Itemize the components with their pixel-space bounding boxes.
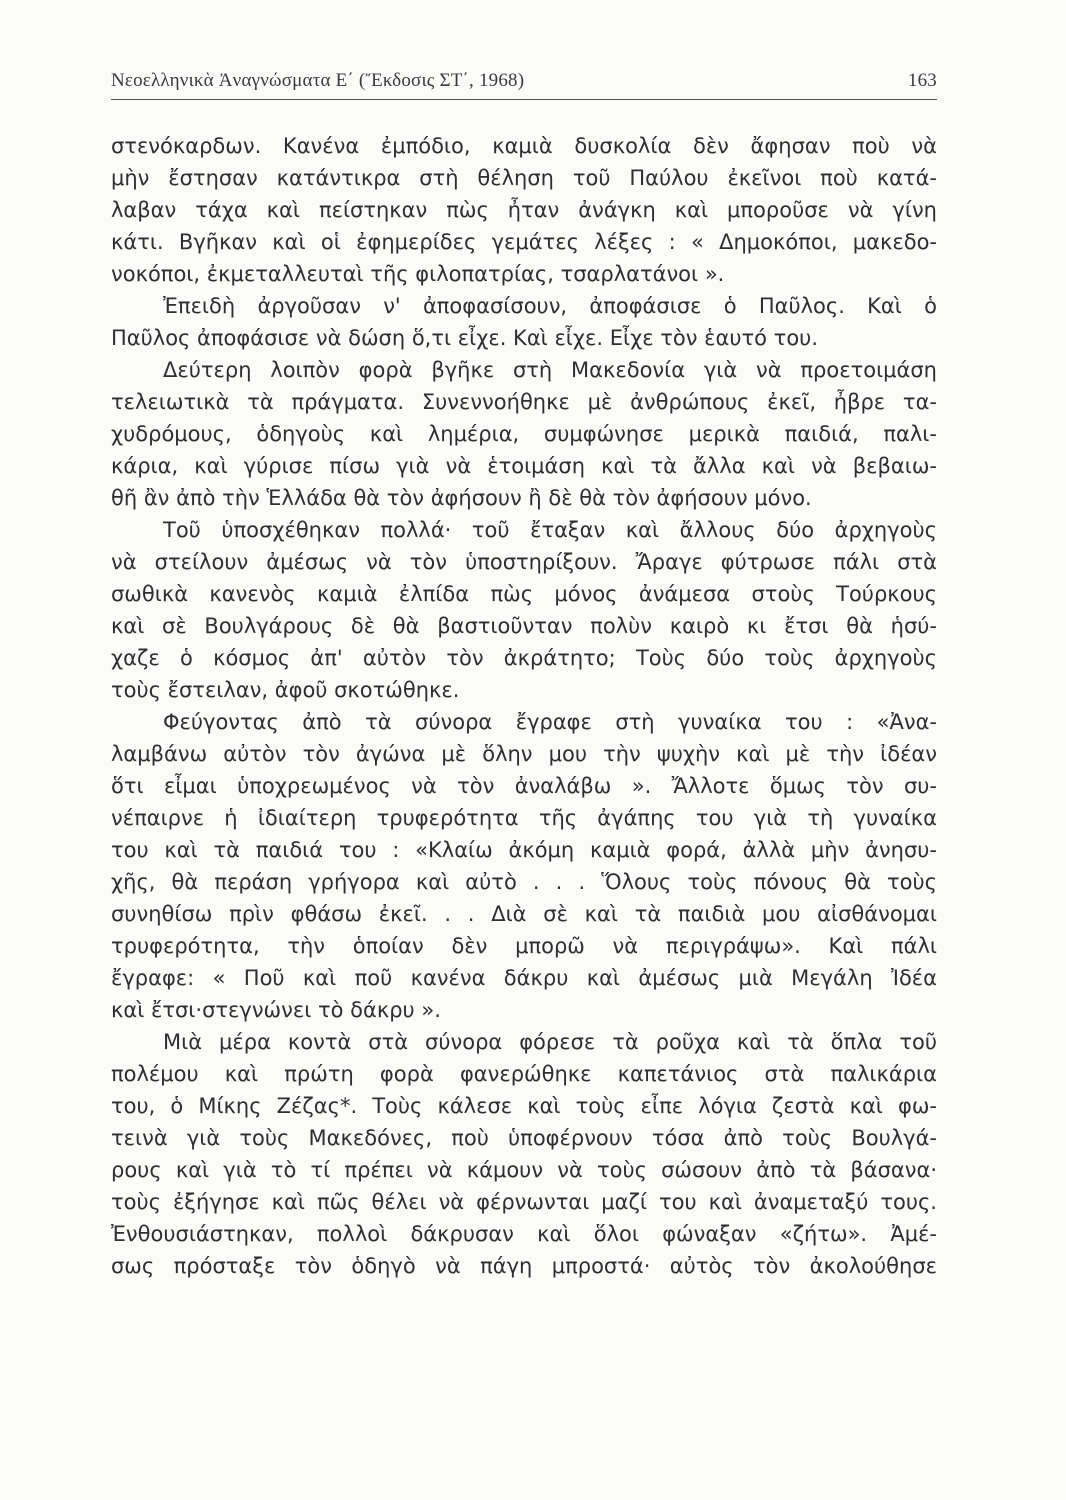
text-line: νοκόποι, ἐκμεταλλευταὶ τῆς φιλοπατρίας, τσαρλατάνοι ». (111, 262, 725, 286)
text-line: σωθικὰ κανενὸς καμιὰ ἐλπίδα πὼς μόνος ἀνάμεσα στοὺς Τούρκους (111, 582, 937, 606)
text-line: Ἐνθουσιάστηκαν, πολλοὶ δάκρυσαν καὶ ὅλοι φώναξαν «ζήτω». Ἀμέ- (111, 1222, 937, 1246)
text-line: μὴν ἔστησαν κατάντικρα στὴ θέληση τοῦ Παύλου ἐκεῖνοι ποὺ κατά- (111, 166, 937, 190)
header-rule (111, 99, 937, 100)
text-line: στενόκαρδων. Κανένα ἐμπόδιο, καμιὰ δυσκολία δὲν ἄφησαν ποὺ νὰ (111, 134, 937, 158)
text-line: λαμβάνω αὐτὸν τὸν ἀγώνα μὲ ὅλην μου τὴν ψυχὴν καὶ μὲ τὴν ἰδέαν (111, 742, 937, 766)
text-line: Τοῦ ὑποσχέθηκαν πολλά· τοῦ ἔταξαν καὶ ἄλλους δύο ἀρχηγοὺς (163, 518, 937, 542)
text-line: κάρια, καὶ γύρισε πίσω γιὰ νὰ ἑτοιμάση καὶ τὰ ἄλλα καὶ νὰ βεβαιω- (111, 454, 937, 478)
text-line: ἔγραφε: « Ποῦ καὶ ποῦ κανένα δάκρυ καὶ ἀμέσως μιὰ Μεγάλη Ἰδέα (111, 966, 937, 990)
text-line: νέπαιρνε ἡ ἰδιαίτερη τρυφερότητα τῆς ἀγάπης του γιὰ τὴ γυναίκα (111, 806, 937, 830)
text-line: τοὺς ἔστειλαν, ἀφοῦ σκοτώθηκε. (111, 678, 460, 702)
text-line: ὅτι εἶμαι ὑποχρεωμένος νὰ τὸν ἀναλάβω ». Ἄλλοτε ὅμως τὸν συ- (111, 774, 937, 798)
text-line: τρυφερότητα, τὴν ὁποίαν δὲν μπορῶ νὰ περιγράψω». Καὶ πάλι (111, 934, 937, 958)
body-text (111, 130, 937, 1282)
text-line: τοὺς ἐξήγησε καὶ πῶς θέλει νὰ φέρνωνται μαζί του καὶ ἀναμεταξύ τους. (111, 1190, 937, 1214)
text-line: Φεύγοντας ἀπὸ τὰ σύνορα ἔγραφε στὴ γυναίκα του : «Ἀνα- (163, 710, 937, 734)
text-line: χαζε ὁ κόσμος ἀπ' αὐτὸν τὸν ἀκράτητο; Τοὺς δύο τοὺς ἀρχηγοὺς (111, 646, 937, 670)
running-header (111, 70, 937, 100)
text-line: Παῦλος ἀποφάσισε νὰ δώση ὅ,τι εἶχε. Καὶ εἶχε. Εἶχε τὸν ἑαυτό του. (111, 326, 818, 350)
text-line: Μιὰ μέρα κοντὰ στὰ σύνορα φόρεσε τὰ ροῦχα καὶ τὰ ὅπλα τοῦ (163, 1030, 937, 1054)
text-line: Δεύτερη λοιπὸν φορὰ βγῆκε στὴ Μακεδονία γιὰ νὰ προετοιμάση (163, 358, 937, 382)
text-line: συνηθίσω πρὶν φθάσω ἐκεῖ. . . Διὰ σὲ καὶ τὰ παιδιὰ μου αἰσθάνομαι (111, 902, 937, 926)
page-number: 163 (907, 70, 937, 91)
text-line: χῆς, θὰ περάση γρήγορα καὶ αὐτὸ . . . Ὅλους τοὺς πόνους θὰ τοὺς (111, 870, 937, 894)
text-line: νὰ στείλουν ἀμέσως νὰ τὸν ὑποστηρίξουν. Ἄραγε φύτρωσε πάλι στὰ (111, 550, 937, 574)
text-line: τελειωτικὰ τὰ πράγματα. Συνεννοήθηκε μὲ ἀνθρώπους ἐκεῖ, ἦβρε τα- (111, 390, 937, 414)
text-line: πολέμου καὶ πρώτη φορὰ φανερώθηκε καπετάνιος στὰ παλικάρια (111, 1062, 937, 1086)
text-line: θῆ ἂν ἀπὸ τὴν Ἑλλάδα θὰ τὸν ἀφήσουν ἢ δὲ θὰ τὸν ἀφήσουν μόνο. (111, 486, 812, 510)
text-line: καὶ σὲ Βουλγάρους δὲ θὰ βαστιοῦνταν πολὺν καιρὸ κι ἔτσι θὰ ἡσύ- (111, 614, 937, 638)
text-line: κάτι. Βγῆκαν καὶ οἱ ἐφημερίδες γεμάτες λέξες : « Δημοκόποι, μακεδο- (111, 230, 937, 254)
text-line: λαβαν τάχα καὶ πείστηκαν πὼς ἦταν ἀνάγκη καὶ μποροῦσε νὰ γίνη (111, 198, 937, 222)
text-line: ρους καὶ γιὰ τὸ τί πρέπει νὰ κάμουν νὰ τοὺς σώσουν ἀπὸ τὰ βάσανα· (111, 1158, 937, 1182)
text-line: Ἐπειδὴ ἀργοῦσαν ν' ἀποφασίσουν, ἀποφάσισε ὁ Παῦλος. Καὶ ὁ (163, 294, 937, 318)
text-line: καὶ ἔτσι·στεγνώνει τὸ δάκρυ ». (111, 998, 441, 1022)
text-line: του καὶ τὰ παιδιά του : «Κλαίω ἀκόμη καμιὰ φορά, ἀλλὰ μὴν ἀνησυ- (111, 838, 937, 862)
text-line: σως πρόσταξε τὸν ὁδηγὸ νὰ πάγη μπροστά· αὐτὸς τὸν ἀκολούθησε (111, 1254, 937, 1278)
text-line: χυδρόμους, ὁδηγοὺς καὶ λημέρια, συμφώνησε μερικὰ παιδιά, παλι- (111, 422, 937, 446)
text-line: του, ὁ Μίκης Ζέζας*. Τοὺς κάλεσε καὶ τοὺς εἶπε λόγια ζεστὰ καὶ φω- (111, 1094, 937, 1118)
text-line: τεινὰ γιὰ τοὺς Μακεδόνες, ποὺ ὑποφέρνουν τόσα ἀπὸ τοὺς Βουλγά- (111, 1126, 937, 1150)
book-title: Νεοελληνικὰ Ἀναγνώσματα Ε΄ (Ἔκδοσις ΣΤ΄, 1968) (111, 70, 525, 91)
